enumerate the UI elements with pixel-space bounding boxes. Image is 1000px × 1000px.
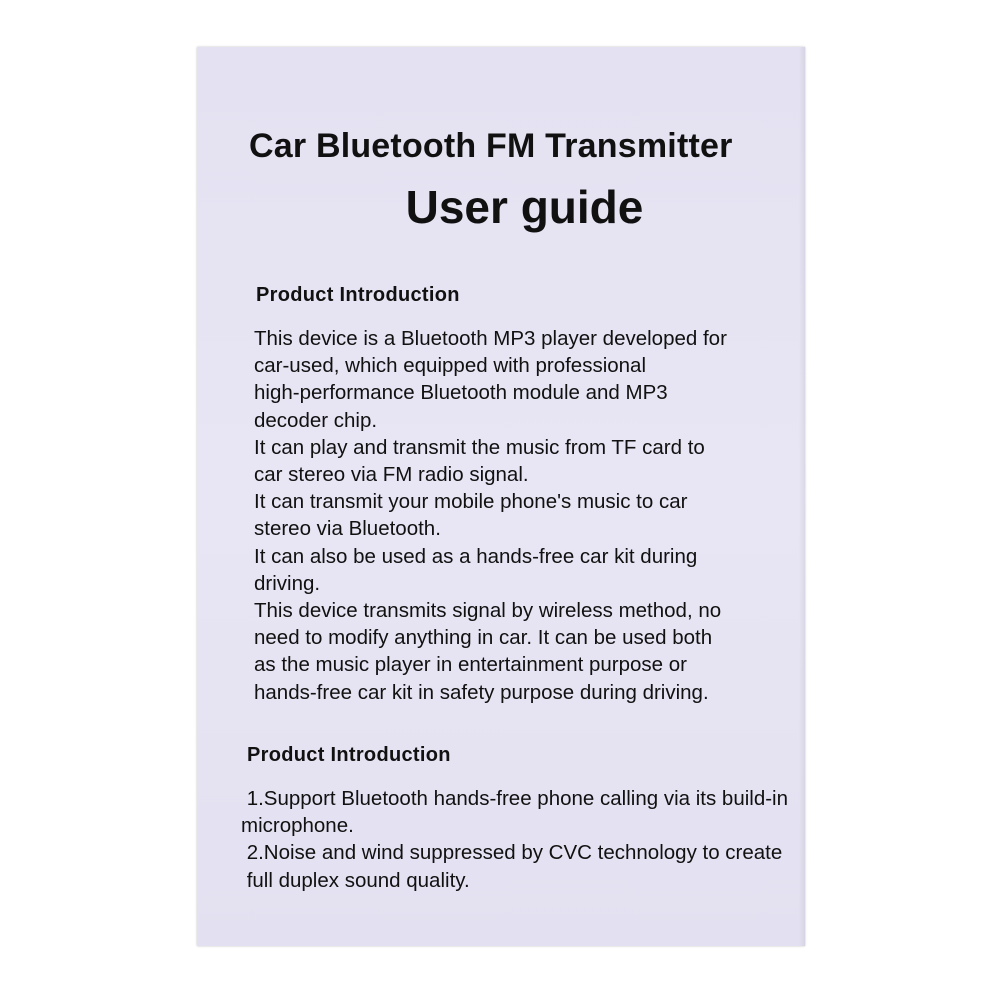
text-line: stereo via Bluetooth. — [254, 517, 441, 541]
text-line: decoder chip. — [254, 408, 378, 432]
section-body-product-introduction — [254, 325, 727, 706]
text-line: full duplex sound quality. — [241, 868, 470, 892]
section-heading-product-introduction: Product Introduction — [256, 284, 460, 306]
text-line: car stereo via FM radio signal. — [254, 463, 529, 487]
text-line: It can play and transmit the music from TF card to — [254, 435, 705, 459]
text-line: It can also be used as a hands-free car kit during — [254, 544, 698, 568]
text-line: It can transmit your mobile phone's music to car — [254, 490, 688, 514]
text-line: driving. — [254, 571, 321, 595]
text-line: as the music player in entertainment purpose or — [254, 653, 688, 677]
manual-page — [197, 47, 805, 946]
text-line: car-used, which equipped with professional — [254, 354, 647, 378]
document-subtitle: User guide — [405, 181, 644, 233]
text-line: 1.Support Bluetooth hands-free phone calling via its build-in — [241, 787, 789, 810]
text-line: microphone. — [241, 814, 354, 838]
section-body-features — [241, 785, 788, 894]
text-line: This device is a Bluetooth MP3 player developed for — [254, 327, 727, 350]
text-line: This device transmits signal by wireless method, no — [254, 599, 722, 623]
section-heading-features: Product Introduction — [247, 744, 451, 766]
document-title: Car Bluetooth FM Transmitter — [249, 127, 733, 165]
text-line: need to modify anything in car. It can be used both — [254, 626, 713, 650]
text-line: hands-free car kit in safety purpose during driving. — [254, 680, 709, 704]
text-line: 2.Noise and wind suppressed by CVC technology to create — [241, 841, 783, 865]
text-line: high-performance Bluetooth module and MP3 — [254, 381, 668, 405]
